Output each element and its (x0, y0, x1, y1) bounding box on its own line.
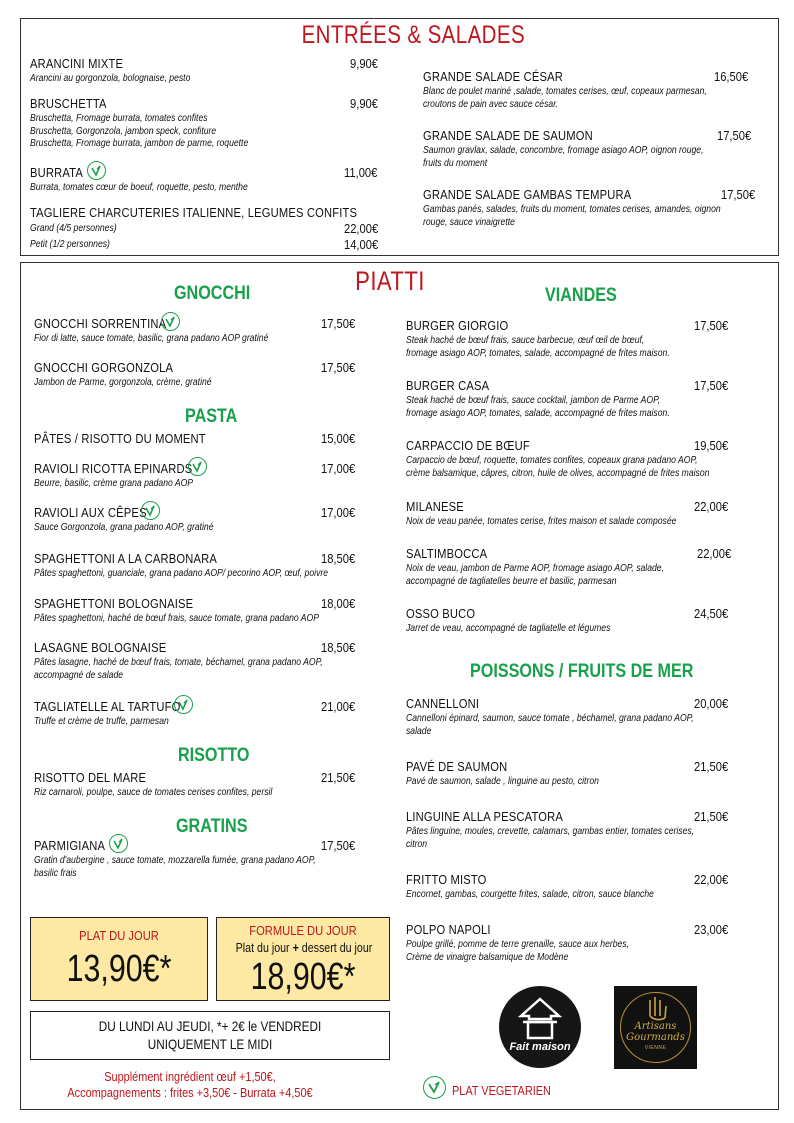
item-description: Jarret de veau, accompagné de tagliatelle et légumes (406, 622, 611, 634)
item-name: SALTIMBOCCA (406, 546, 488, 561)
formule-du-jour-detail (224, 940, 383, 955)
entrees-title: ENTRÉES & SALADES (301, 21, 526, 49)
formule-du-jour-label: FORMULE DU JOUR (249, 923, 357, 938)
item-description: Gambas panés, salades, fruits du moment, tomates cerises, amandes, oignon (423, 203, 721, 215)
item-name: PARMIGIANA (34, 838, 106, 853)
item-price: 20,00€ (694, 696, 729, 711)
item-price: 21,50€ (694, 809, 729, 824)
item-name: GNOCCHI SORRENTINA (34, 316, 167, 331)
item-price: 17,50€ (694, 318, 729, 333)
item-name: GRANDE SALADE GAMBAS TEMPURA (423, 187, 632, 202)
item-price: 17,50€ (721, 187, 756, 202)
section-title: RISOTTO (178, 745, 250, 766)
item-name: RAVIOLI AUX CÊPES (34, 505, 147, 520)
item-description: Bruschetta, Gorgonzola, jambon speck, confiture (30, 124, 217, 137)
item-description: Arancini au gorgonzola, bolognaise, pesto (30, 72, 191, 84)
item-name: BURRATA (30, 165, 83, 180)
item-description: basilic frais (34, 866, 77, 879)
item-description: Encornet, gambas, courgette frites, salade, citron, sauce blanche (406, 888, 654, 900)
vegetarian-icon (188, 457, 207, 476)
formule-plus: + (292, 940, 299, 955)
item-description: Noix de veau, jambon de Parme AOP, fromage asiago AOP, salade, (406, 562, 664, 574)
supplements-line2: Accompagnements : frites +3,50€ - Burrata +4,50€ (67, 1085, 313, 1100)
vegetarian-icon (87, 161, 106, 180)
item-price: 23,00€ (694, 922, 729, 937)
item-price: 24,50€ (694, 606, 729, 621)
plat-du-jour-box (30, 917, 208, 1001)
item-price: 17,00€ (321, 505, 356, 520)
item-description: citron (406, 837, 428, 850)
house-icon (499, 986, 581, 1068)
artisans-line2: Gourmands (626, 1032, 685, 1043)
plat-du-jour-label: PLAT DU JOUR (79, 928, 159, 943)
item-price: 22,00€ (697, 546, 732, 561)
item-name: TAGLIERE CHARCUTERIES ITALIENNE, LEGUMES CONFITS (30, 205, 358, 220)
item-description: Pâtes spaghettoni, haché de bœuf frais, sauce tomate, grana padano AOP (34, 612, 319, 624)
availability-box (30, 1011, 390, 1060)
artisans-line1: Artisans (634, 1021, 677, 1032)
artisans-gourmands-logo (614, 986, 697, 1069)
artisans-city: VIENNE (644, 1045, 667, 1051)
item-price: 15,00€ (321, 431, 356, 446)
tagliere-option-label: Grand (4/5 personnes) (30, 222, 117, 234)
item-price: 17,50€ (717, 128, 752, 143)
item-name: SPAGHETTONI A LA CARBONARA (34, 551, 217, 566)
item-price: 22,00€ (694, 872, 729, 887)
item-price: 17,00€ (321, 461, 356, 476)
item-name: GNOCCHI GORGONZOLA (34, 360, 174, 375)
item-price: 18,50€ (321, 551, 356, 566)
item-price: 16,50€ (714, 69, 749, 84)
item-description: Pâtes linguine, moules, crevette, calamars, gambas entier, tomates cerises, (406, 825, 695, 837)
plat-du-jour-price: 13,90€* (66, 948, 172, 990)
item-description: Crème de vinaigre balsamique de Modène (406, 950, 569, 963)
piatti-title: PIATTI (355, 266, 425, 296)
item-price: 17,50€ (321, 360, 356, 375)
availability-line2: UNIQUEMENT LE MIDI (147, 1036, 273, 1052)
item-description: croutons de pain avec sauce césar. (423, 97, 559, 110)
item-description: Carpaccio de bœuf, roquette, tomates confites, copeaux grana padano AOP, (406, 454, 698, 466)
section-title: GNOCCHI (174, 283, 251, 304)
item-description: Gratin d'aubergine , sauce tomate, mozzarella fumée, grana padano AOP, (34, 854, 316, 866)
tagliere-option-label: Petit (1/2 personnes) (30, 238, 110, 250)
formule-du-jour-box (216, 917, 390, 1001)
item-description: Pavé de saumon, salade , linguine au pesto, citron (406, 775, 599, 787)
item-description: Bruschetta, Fromage burrata, jambon de parme, roquette (30, 137, 249, 149)
item-price: 21,50€ (694, 759, 729, 774)
item-description: Sauce Gorgonzola, grana padano AOP, gratiné (34, 521, 214, 533)
formule-detail-b: dessert du jour (301, 940, 373, 955)
item-description: Saumon gravlax, salade, concombre, fromage asiago AOP, oignon rouge, (423, 144, 704, 156)
item-description: fruits du moment (423, 156, 488, 169)
section-title: VIANDES (545, 285, 617, 306)
item-price: 21,00€ (321, 699, 356, 714)
item-name: GRANDE SALADE CÉSAR (423, 69, 563, 84)
item-price: 11,00€ (344, 165, 378, 180)
item-price: 22,00€ (694, 499, 729, 514)
fait-maison-logo (499, 986, 581, 1068)
item-name: BRUSCHETTA (30, 96, 107, 111)
item-description: Jambon de Parme, gorgonzola, crème, gratiné (34, 376, 212, 388)
item-name: CANNELLONI (406, 696, 480, 711)
item-price: 18,50€ (321, 640, 356, 655)
item-description: accompagné de salade (34, 668, 124, 681)
item-name: ARANCINI MIXTE (30, 56, 124, 71)
item-description: crème balsamique, câpres, citron, huile de olives, accompagné de frites maison (406, 466, 710, 479)
vegetarian-icon (109, 834, 128, 853)
item-description: Riz carnaroli, poulpe, sauce de tomates cerises confites, persil (34, 786, 273, 798)
item-name: RISOTTO DEL MARE (34, 770, 147, 785)
item-name: TAGLIATELLE AL TARTUFO (34, 699, 181, 714)
section-title: GRATINS (176, 816, 248, 837)
item-price: 17,50€ (321, 316, 356, 331)
item-description: Pâtes spaghettoni, guanciale, grana padano AOP/ pecorino AOP, œuf, poivre (34, 567, 329, 579)
item-description: Steak haché de bœuf frais, sauce barbecue, œuf œil de bœuf, (406, 334, 645, 346)
item-description: Blanc de poulet mariné ,salade, tomates cerises, œuf, copeaux parmesan, (423, 85, 707, 97)
vegetarian-icon (141, 501, 160, 520)
item-description: Pâtes lasagne, haché de bœuf frais, tomate, béchamel, grana padano AOP, (34, 656, 323, 668)
item-description: fromage asiago AOP, tomates, salade, accompagné de frites maison. (406, 346, 670, 359)
section-title: PASTA (185, 406, 238, 427)
vegetarian-icon (174, 695, 193, 714)
item-price: 9,90€ (350, 56, 378, 71)
tagliere-option-price: 22,00€ (344, 221, 379, 236)
item-description: salade (406, 724, 432, 737)
item-description: Truffe et crème de truffe, parmesan (34, 715, 169, 727)
item-name: BURGER CASA (406, 378, 490, 393)
item-description: Poulpe grillé, pomme de terre grenaille, sauce aux herbes, (406, 938, 630, 950)
item-name: FRITTO MISTO (406, 872, 487, 887)
item-description: Steak haché de bœuf frais, sauce cocktail, jambon de Parme AOP, (406, 394, 661, 406)
item-name: CARPACCIO DE BŒUF (406, 438, 530, 453)
item-name: GRANDE SALADE DE SAUMON (423, 128, 593, 143)
section-title: POISSONS / FRUITS DE MER (470, 661, 694, 682)
item-price: 18,00€ (321, 596, 356, 611)
item-price: 19,50€ (694, 438, 729, 453)
item-price: 9,90€ (350, 96, 378, 111)
item-description: fromage asiago AOP, tomates, salade, accompagné de frites maison. (406, 406, 670, 419)
item-name: BURGER GIORGIO (406, 318, 509, 333)
formule-detail-a: Plat du jour (235, 940, 290, 955)
item-description: Cannelloni épinard, saumon, sauce tomate , béchamel, grana padano AOP, (406, 712, 694, 724)
vegetarian-legend-icon (423, 1076, 446, 1099)
vegetarian-legend-label: PLAT VEGETARIEN (452, 1083, 551, 1098)
item-name: OSSO BUCO (406, 606, 476, 621)
item-name: PÂTES / RISOTTO DU MOMENT (34, 431, 206, 446)
supplements-line1: Supplément ingrédient œuf +1,50€, (104, 1069, 276, 1084)
item-price: 17,50€ (694, 378, 729, 393)
item-name: LINGUINE ALLA PESCATORA (406, 809, 564, 824)
item-description: Fior di latte, sauce tomate, basilic, grana padano AOP gratiné (34, 332, 269, 344)
fait-maison-text: Fait maison (509, 1041, 571, 1053)
item-description: Burrata, tomates cœur de boeuf, roquette, pesto, menthe (30, 181, 248, 193)
item-name: PAVÉ DE SAUMON (406, 759, 508, 774)
item-price: 17,50€ (321, 838, 356, 853)
vegetarian-icon (161, 312, 180, 331)
item-name: RAVIOLI RICOTTA EPINARDS (34, 461, 193, 476)
item-description: Bruschetta, Fromage burrata, tomates confites (30, 112, 208, 124)
item-description: accompagné de tagliatelles beurre et basilic, parmesan (406, 574, 617, 587)
item-name: SPAGHETTONI BOLOGNAISE (34, 596, 194, 611)
item-name: POLPO NAPOLI (406, 922, 491, 937)
item-name: MILANESE (406, 499, 464, 514)
tagliere-option-price: 14,00€ (344, 237, 379, 252)
formule-du-jour-price: 18,90€* (250, 956, 356, 998)
availability-line1: DU LUNDI AU JEUDI, *+ 2€ le VENDREDI (98, 1018, 322, 1034)
item-name: LASAGNE BOLOGNAISE (34, 640, 167, 655)
item-price: 21,50€ (321, 770, 356, 785)
item-description: Beurre, basilic, crème grana padano AOP (34, 477, 194, 489)
item-description: rouge, sauce vinaigrette (423, 215, 515, 228)
item-description: Noix de veau panée, tomates cerise, frites maison et salade composée (406, 515, 677, 527)
